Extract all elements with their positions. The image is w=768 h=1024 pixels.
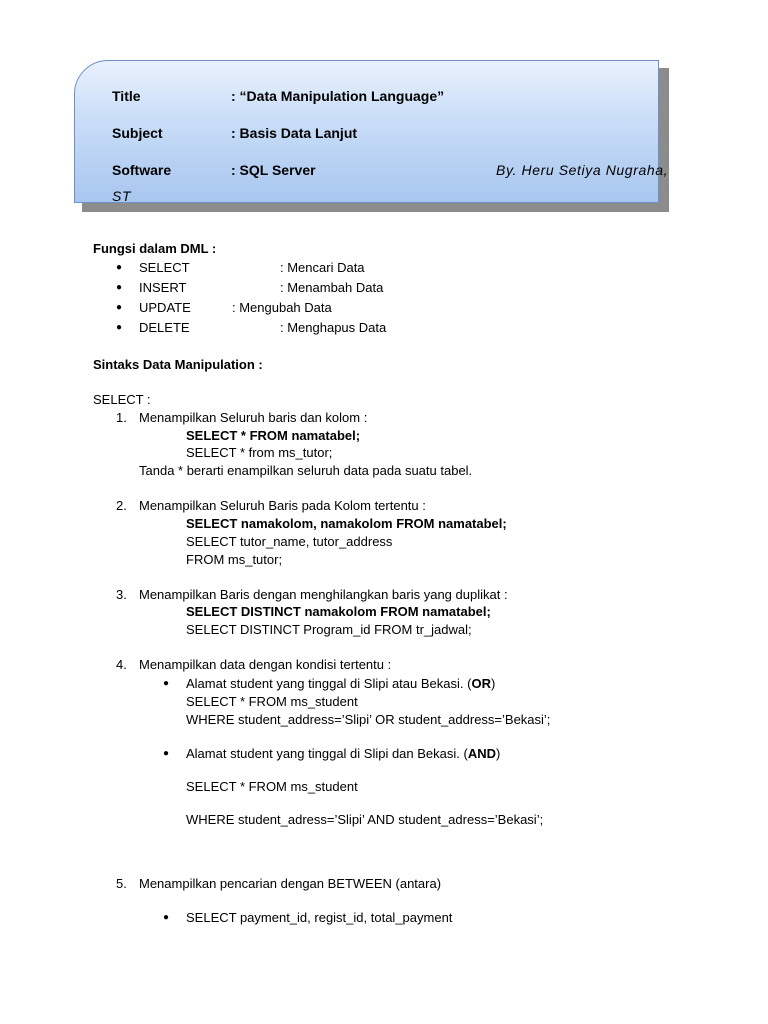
condition-and-text: Alamat student yang tinggal di Slipi dan Bekasi. (AND) xyxy=(186,746,501,761)
software-label: Software xyxy=(112,162,172,178)
dml-description: : Mengubah Data xyxy=(232,300,332,315)
example-line: WHERE student_adress=’Slipi’ AND student_adress=’Bekasi’; xyxy=(186,812,544,827)
syntax-line: SELECT namakolom, namakolom FROM namatabel; xyxy=(186,516,507,531)
subject-label: Subject xyxy=(112,125,163,141)
dml-description: : Menghapus Data xyxy=(280,320,387,335)
author-name: By. Heru Setiya Nugraha, xyxy=(496,162,669,178)
title-value: : “Data Manipulation Language” xyxy=(231,88,445,104)
step-title: Menampilkan data dengan kondisi tertentu : xyxy=(139,657,392,672)
bullet-icon: ● xyxy=(116,262,123,273)
syntax-line: SELECT DISTINCT namakolom FROM namatabel; xyxy=(186,604,491,619)
bullet-icon: ● xyxy=(163,678,170,689)
dml-command: DELETE xyxy=(139,320,190,335)
dml-command: INSERT xyxy=(139,280,187,295)
example-line: SELECT * from ms_tutor; xyxy=(186,445,333,460)
example-line: WHERE student_address=’Slipi’ OR student_address=’Bekasi’; xyxy=(186,712,551,727)
note-line: Tanda * berarti enampilkan seluruh data pada suatu tabel. xyxy=(139,463,473,478)
example-line: SELECT * FROM ms_student xyxy=(186,694,358,709)
step-number: 2. xyxy=(116,498,127,513)
step-number: 1. xyxy=(116,410,127,425)
dml-command: UPDATE xyxy=(139,300,191,315)
step-number: 4. xyxy=(116,657,127,672)
step-number: 3. xyxy=(116,587,127,602)
syntax-line: SELECT * FROM namatabel; xyxy=(186,428,361,443)
subject-value: : Basis Data Lanjut xyxy=(231,125,358,141)
or-keyword: OR xyxy=(471,676,491,691)
step-title: Menampilkan Seluruh Baris pada Kolom tertentu : xyxy=(139,498,426,513)
step-title: Menampilkan pencarian dengan BETWEEN (antara) xyxy=(139,876,442,891)
example-line: SELECT DISTINCT Program_id FROM tr_jadwal; xyxy=(186,622,472,637)
title-label: Title xyxy=(112,88,141,104)
example-line: SELECT * FROM ms_student xyxy=(186,779,358,794)
bullet-icon: ● xyxy=(163,748,170,759)
bullet-icon: ● xyxy=(116,282,123,293)
and-keyword: AND xyxy=(467,746,497,761)
example-line: SELECT tutor_name, tutor_address xyxy=(186,534,393,549)
bullet-icon: ● xyxy=(163,912,170,923)
fungsi-heading: Fungsi dalam DML : xyxy=(93,241,217,256)
bullet-icon: ● xyxy=(116,322,123,333)
select-label: SELECT : xyxy=(93,392,151,407)
step-title: Menampilkan Seluruh baris dan kolom : xyxy=(139,410,368,425)
dml-description: : Mencari Data xyxy=(280,260,365,275)
sintaks-heading: Sintaks Data Manipulation : xyxy=(93,357,263,372)
step-title: Menampilkan Baris dengan menghilangkan baris yang duplikat : xyxy=(139,587,508,602)
dml-command: SELECT xyxy=(139,260,190,275)
example-line: SELECT payment_id, regist_id, total_payment xyxy=(186,910,453,925)
bullet-icon: ● xyxy=(116,302,123,313)
condition-or-text: Alamat student yang tinggal di Slipi atau Bekasi. (OR) xyxy=(186,676,496,691)
example-line: FROM ms_tutor; xyxy=(186,552,283,567)
software-value: : SQL Server xyxy=(231,162,316,178)
author-suffix: ST xyxy=(112,188,132,204)
dml-description: : Menambah Data xyxy=(280,280,384,295)
step-number: 5. xyxy=(116,876,127,891)
